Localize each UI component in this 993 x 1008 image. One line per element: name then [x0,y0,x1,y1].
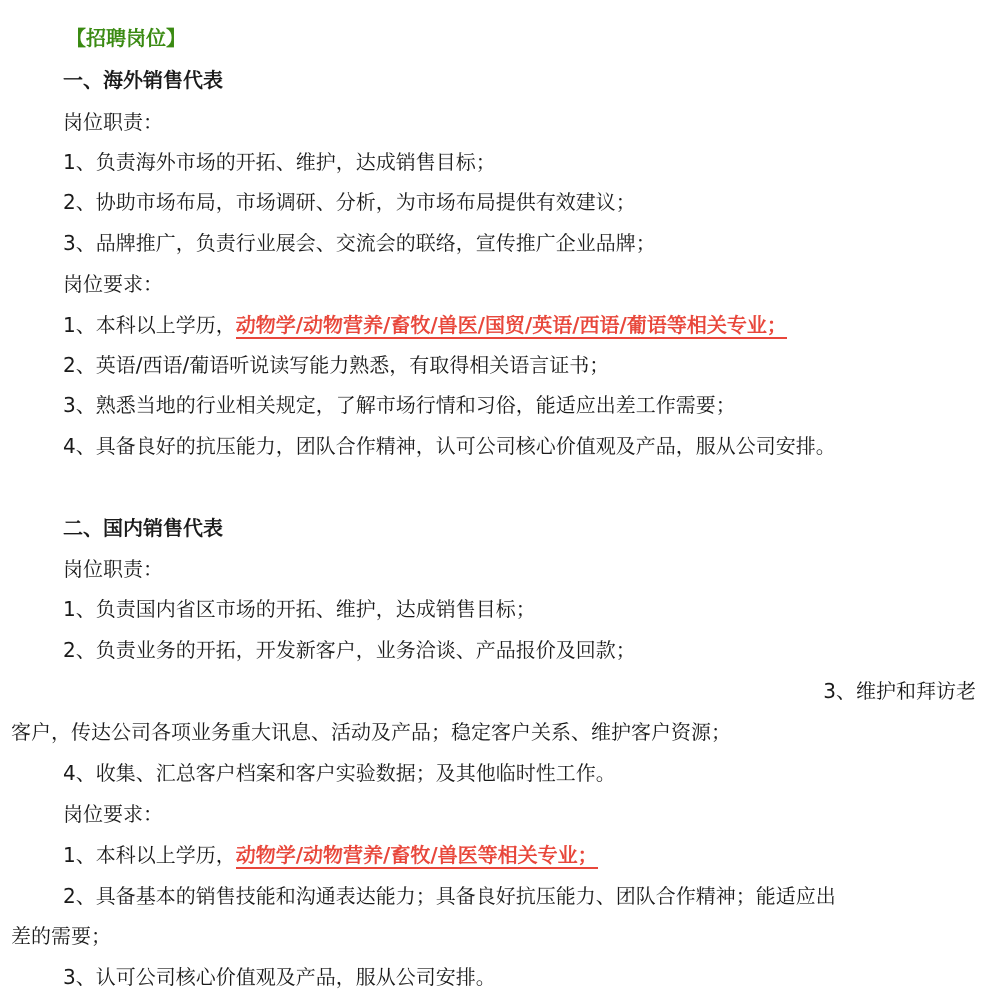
position1-req-3: 3、熟悉当地的行业相关规定，了解市场行情和习俗，能适应出差工作需要； [63,393,736,417]
position2-title: 二、国内销售代表 [63,516,223,540]
position1-req-1-majors: 动物学/动物营养/畜牧/兽医/国贸/英语/西语/葡语等相关专业； [235,313,787,337]
position2-duty-3-part2: 客户，传达公司各项业务重大讯息、活动及产品；稳定客户关系、维护客户资源； [11,720,731,744]
position1-duties-label: 岗位职责： [63,110,163,134]
position1-req-2: 2、英语/西语/葡语听说读写能力熟悉，有取得相关语言证书； [63,353,610,377]
position1-title: 一、海外销售代表 [63,68,223,92]
position2-duty-1: 1、负责国内省区市场的开拓、维护，达成销售目标； [63,597,536,621]
position1-req-label: 岗位要求： [63,272,163,296]
position2-duties-label: 岗位职责： [63,557,163,581]
position1-req-4: 4、具备良好的抗压能力，团队合作精神，认可公司核心价值观及产品，服从公司安排。 [63,434,836,458]
position2-req-2-part1: 2、具备基本的销售技能和沟通表达能力；具备良好抗压能力、团队合作精神；能适应出 [63,884,836,908]
position1-duty-2: 2、协助市场布局，市场调研、分析，为市场布局提供有效建议； [63,190,636,214]
position2-req-3: 3、认可公司核心价值观及产品，服从公司安排。 [63,965,496,989]
position1-duty-3: 3、品牌推广，负责行业展会、交流会的联络，宣传推广企业品牌； [63,231,656,255]
position2-duty-3-part1: 3、维护和拜访老 [823,679,976,703]
position2-req-1-majors: 动物学/动物营养/畜牧/兽医等相关专业； [235,843,598,867]
position2-req-1 [0,841,993,869]
position2-req-1-prefix: 1、本科以上学历， [63,843,236,867]
position2-req-2-part2: 差的需要； [11,924,111,948]
position2-duty-2: 2、负责业务的开拓，开发新客户，业务洽谈、产品报价及回款； [63,638,636,662]
position2-req-label: 岗位要求： [63,802,163,826]
position1-req-1 [0,311,993,339]
position1-duty-1: 1、负责海外市场的开拓、维护，达成销售目标； [63,150,496,174]
position2-duty-4: 4、收集、汇总客户档案和客户实验数据；及其他临时性工作。 [63,761,616,785]
position1-req-1-prefix: 1、本科以上学历， [63,313,236,337]
section-header: 【招聘岗位】 [66,26,186,50]
